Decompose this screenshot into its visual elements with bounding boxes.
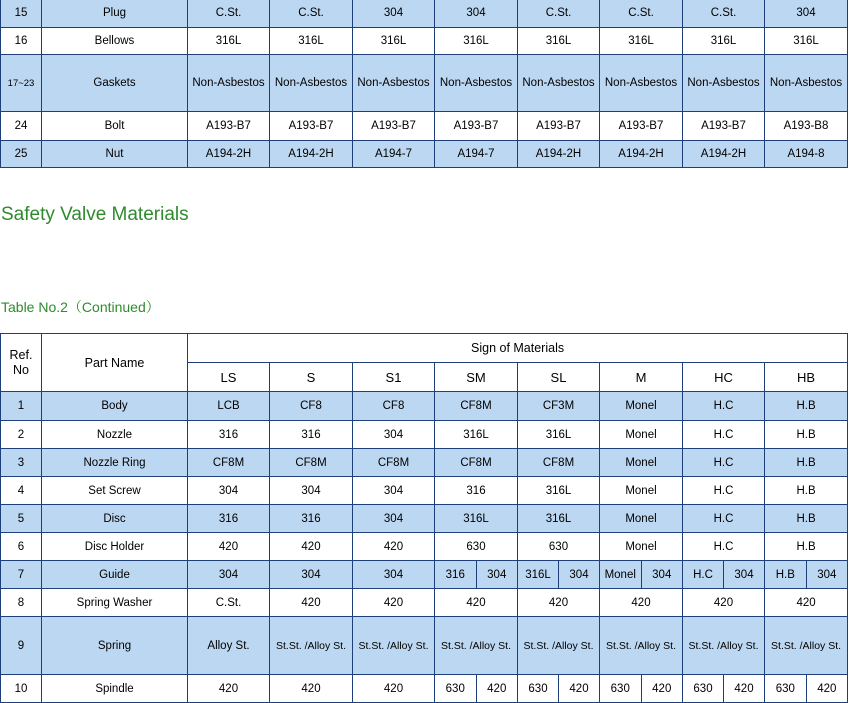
material-cell: CF8M (518, 449, 600, 477)
material-cell: 420 (270, 533, 353, 561)
material-cell: 304 (353, 561, 435, 589)
material-cell: A193-B8 (765, 112, 848, 141)
material-cell: 316L (600, 28, 683, 55)
material-cell: Monel (600, 533, 683, 561)
table-row (1, 0, 848, 28)
material-value: 304 (558, 561, 599, 588)
material-cell: 316 (188, 505, 270, 533)
table-row (1, 505, 848, 533)
ref-cell: 7 (1, 561, 42, 589)
material-cell: 420 (270, 589, 353, 617)
part-name-cell: Plug (42, 0, 188, 28)
ref-cell: 16 (1, 28, 42, 55)
material-cell: H.C (683, 477, 765, 505)
part-name-cell: Nozzle Ring (42, 449, 188, 477)
material-cell: C.St. (188, 0, 270, 28)
table-row (1, 449, 848, 477)
material-cell: H.B (765, 392, 848, 421)
material-cell: CF8M (353, 449, 435, 477)
part-name-cell: Spindle (42, 675, 188, 703)
ref-cell: 17~23 (1, 55, 42, 112)
material-cell: 316L (518, 421, 600, 449)
part-name-cell: Spring Washer (42, 589, 188, 617)
material-value: 420 (476, 675, 518, 702)
material-cell: 316L (683, 28, 765, 55)
split-cell (765, 675, 847, 702)
ref-cell: 1 (1, 392, 42, 421)
material-cell-split (765, 675, 848, 703)
material-cell: 316L (353, 28, 435, 55)
material-cell: Monel (600, 421, 683, 449)
material-cell: 316 (435, 477, 518, 505)
ref-cell: 25 (1, 141, 42, 168)
material-cell-split (683, 561, 765, 589)
material-cell: St.St. /Alloy St. (435, 617, 518, 675)
ref-cell: 10 (1, 675, 42, 703)
material-cell: 420 (353, 675, 435, 703)
material-cell: Non-Asbestos (188, 55, 270, 112)
material-cell: C.St. (270, 0, 353, 28)
material-cell: Non-Asbestos (683, 55, 765, 112)
part-name-cell: Bolt (42, 112, 188, 141)
material-cell: 420 (435, 589, 518, 617)
material-cell: 316 (270, 421, 353, 449)
material-cell: Non-Asbestos (600, 55, 683, 112)
material-cell: St.St. /Alloy St. (600, 617, 683, 675)
material-cell: 420 (518, 589, 600, 617)
material-cell: St.St. /Alloy St. (270, 617, 353, 675)
material-value: 304 (641, 561, 683, 588)
part-name-cell: Guide (42, 561, 188, 589)
material-cell: 304 (188, 561, 270, 589)
material-cell-split (600, 675, 683, 703)
material-cell: H.B (765, 449, 848, 477)
material-value: 630 (693, 682, 713, 695)
table-row (1, 477, 848, 505)
material-cell: Non-Asbestos (353, 55, 435, 112)
material-cell: 420 (765, 589, 848, 617)
material-cell-split (600, 561, 683, 589)
material-cell: Monel (600, 392, 683, 421)
material-cell-split (435, 675, 518, 703)
material-cell: 316L (435, 421, 518, 449)
part-name-cell: Body (42, 392, 188, 421)
material-cell: H.C (683, 449, 765, 477)
material-cell: 304 (188, 477, 270, 505)
material-cell: 420 (600, 589, 683, 617)
material-cell: 316L (188, 28, 270, 55)
ref-cell: 6 (1, 533, 42, 561)
material-value: 316 (445, 568, 465, 581)
split-cell (518, 561, 599, 588)
material-value: 630 (775, 682, 795, 695)
material-cell: 420 (188, 533, 270, 561)
material-value: H.C (693, 568, 713, 581)
material-cell: Monel (600, 505, 683, 533)
part-name-cell: Nut (42, 141, 188, 168)
material-cell: 304 (353, 477, 435, 505)
table-row (1, 589, 848, 617)
part-name-cell: Gaskets (42, 55, 188, 112)
material-cell: St.St. /Alloy St. (518, 617, 600, 675)
material-cell: 420 (188, 675, 270, 703)
material-cell: 316L (518, 28, 600, 55)
material-cell: CF8 (353, 392, 435, 421)
split-cell (435, 675, 517, 702)
material-cell: A193-B7 (683, 112, 765, 141)
table-row (1, 141, 848, 168)
part-name-cell: Bellows (42, 28, 188, 55)
material-cell: 316 (188, 421, 270, 449)
material-value: 630 (528, 682, 548, 695)
material-value: 420 (558, 675, 599, 702)
material-cell: A193-B7 (188, 112, 270, 141)
material-cell: St.St. /Alloy St. (683, 617, 765, 675)
part-name-cell: Spring (42, 617, 188, 675)
part-name-cell: Set Screw (42, 477, 188, 505)
material-cell-split (683, 675, 765, 703)
material-cell-split (435, 561, 518, 589)
material-cell: 420 (683, 589, 765, 617)
sign-column-header: SM (435, 363, 518, 392)
material-cell-split (518, 561, 600, 589)
sign-column-header: S (270, 363, 353, 392)
material-cell: C.St. (518, 0, 600, 28)
table-row (1, 561, 848, 589)
material-cell: A194-2H (683, 141, 765, 168)
material-cell: A194-2H (270, 141, 353, 168)
material-cell: H.B (765, 533, 848, 561)
material-cell: Non-Asbestos (518, 55, 600, 112)
material-cell: Non-Asbestos (765, 55, 848, 112)
material-cell: 316L (270, 28, 353, 55)
material-cell: Non-Asbestos (270, 55, 353, 112)
material-cell: 304 (435, 0, 518, 28)
material-value: 304 (806, 561, 848, 588)
material-cell: 304 (765, 0, 848, 28)
material-cell: CF8M (435, 392, 518, 421)
table-row (1, 392, 848, 421)
material-cell: A194-2H (518, 141, 600, 168)
material-cell: Monel (600, 477, 683, 505)
material-cell: St.St. /Alloy St. (353, 617, 435, 675)
split-cell (683, 675, 764, 702)
split-cell (518, 675, 599, 702)
material-cell: A193-B7 (600, 112, 683, 141)
material-cell: A193-B7 (270, 112, 353, 141)
table-row (1, 421, 848, 449)
sign-column-header: S1 (353, 363, 435, 392)
material-cell: 304 (353, 0, 435, 28)
material-cell-split (518, 675, 600, 703)
material-cell: 316L (518, 505, 600, 533)
material-cell: 304 (270, 561, 353, 589)
ref-cell: 15 (1, 0, 42, 28)
section-title: Safety Valve Materials (1, 204, 189, 225)
material-cell: 420 (353, 589, 435, 617)
table-row (1, 55, 848, 112)
material-cell: H.C (683, 505, 765, 533)
table-row (1, 675, 848, 703)
sign-column-header: HC (683, 363, 765, 392)
material-value: 630 (445, 682, 465, 695)
part-name-cell: Nozzle (42, 421, 188, 449)
table-caption: Table No.2（Continued） (1, 299, 160, 315)
material-cell: Non-Asbestos (435, 55, 518, 112)
material-cell: H.B (765, 505, 848, 533)
material-cell: Alloy St. (188, 617, 270, 675)
split-cell (765, 561, 847, 588)
material-value: 420 (723, 675, 764, 702)
material-value: 630 (610, 682, 630, 695)
ref-no-header: Ref. No (1, 334, 42, 392)
sign-of-materials-header: Sign of Materials (188, 334, 848, 363)
material-cell: 420 (270, 675, 353, 703)
table-row (1, 112, 848, 141)
part-name-cell: Disc Holder (42, 533, 188, 561)
material-value: 316L (525, 568, 551, 581)
material-cell: CF8M (270, 449, 353, 477)
material-cell: CF3M (518, 392, 600, 421)
split-cell (683, 561, 764, 588)
material-cell: CF8M (435, 449, 518, 477)
material-cell: 304 (353, 421, 435, 449)
material-cell: St.St. /Alloy St. (765, 617, 848, 675)
material-cell: A194-7 (353, 141, 435, 168)
material-value: 304 (476, 561, 518, 588)
material-cell: 316L (518, 477, 600, 505)
table-row (1, 533, 848, 561)
sign-column-header: SL (518, 363, 600, 392)
material-cell: C.St. (683, 0, 765, 28)
material-cell: Monel (600, 449, 683, 477)
material-cell: 420 (353, 533, 435, 561)
material-cell: 304 (353, 505, 435, 533)
ref-cell: 4 (1, 477, 42, 505)
sign-column-header: M (600, 363, 683, 392)
material-cell: A194-2H (600, 141, 683, 168)
material-value: H.B (775, 568, 795, 581)
materials-table-top (0, 0, 848, 168)
materials-table-main (0, 333, 848, 703)
part-name-header: Part Name (42, 334, 188, 392)
material-cell: 630 (518, 533, 600, 561)
material-value: 420 (641, 675, 683, 702)
material-cell: C.St. (600, 0, 683, 28)
ref-cell: 5 (1, 505, 42, 533)
material-cell: H.C (683, 392, 765, 421)
material-cell: 316L (435, 505, 518, 533)
material-cell: LCB (188, 392, 270, 421)
material-cell-split (765, 561, 848, 589)
material-cell: A193-B7 (353, 112, 435, 141)
material-cell: C.St. (188, 589, 270, 617)
part-name-cell: Disc (42, 505, 188, 533)
ref-cell: 2 (1, 421, 42, 449)
material-cell: CF8 (270, 392, 353, 421)
material-cell: 316L (435, 28, 518, 55)
material-cell: 304 (270, 477, 353, 505)
sign-column-header: LS (188, 363, 270, 392)
split-cell (600, 561, 682, 588)
material-cell: H.C (683, 421, 765, 449)
material-cell: H.C (683, 533, 765, 561)
material-cell: A193-B7 (435, 112, 518, 141)
material-cell: 630 (435, 533, 518, 561)
material-value: Monel (604, 568, 636, 581)
ref-cell: 24 (1, 112, 42, 141)
material-cell: A194-7 (435, 141, 518, 168)
split-cell (600, 675, 682, 702)
ref-cell: 3 (1, 449, 42, 477)
material-cell: CF8M (188, 449, 270, 477)
material-cell: 316 (270, 505, 353, 533)
material-cell: 316L (765, 28, 848, 55)
material-cell: A193-B7 (518, 112, 600, 141)
material-value: 304 (723, 561, 764, 588)
table-row (1, 617, 848, 675)
ref-cell: 8 (1, 589, 42, 617)
material-value: 420 (806, 675, 848, 702)
sign-column-header: HB (765, 363, 848, 392)
material-cell: A194-8 (765, 141, 848, 168)
table-row (1, 28, 848, 55)
ref-cell: 9 (1, 617, 42, 675)
split-cell (435, 561, 517, 588)
material-cell: H.B (765, 421, 848, 449)
material-cell: A194-2H (188, 141, 270, 168)
material-cell: H.B (765, 477, 848, 505)
